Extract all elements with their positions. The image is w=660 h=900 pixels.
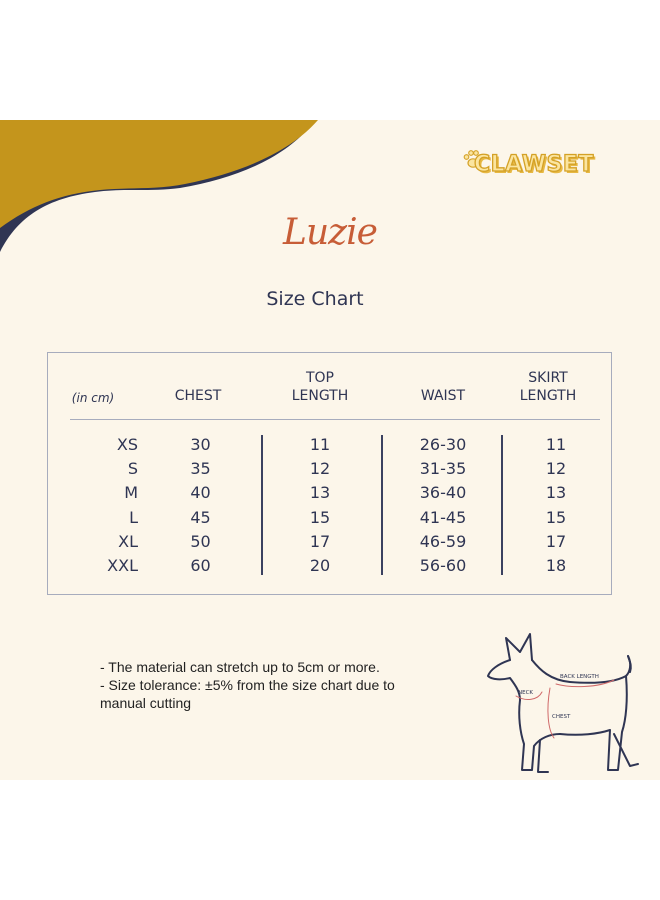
- header-top-length: [270, 369, 370, 405]
- chest-cell: 40: [190, 483, 211, 502]
- chest-cell: 35: [190, 459, 211, 478]
- size-table: [47, 352, 612, 595]
- size-cell: XXL: [107, 556, 138, 575]
- top-length-cell: 13: [309, 483, 331, 502]
- skirt-length-cell: 12: [545, 459, 567, 478]
- waist-cell: 36-40: [419, 483, 467, 502]
- note-stretch: - The material can stretch up to 5cm or more.: [100, 659, 380, 675]
- unit-label: (in cm): [71, 391, 115, 405]
- header-divider: [70, 419, 600, 420]
- header-top-length-line1: TOP: [305, 370, 334, 386]
- waist-cell: 56-60: [419, 556, 467, 575]
- header-skirt-length: [498, 369, 598, 405]
- note-tolerance: - Size tolerance: ±5% from the size chart due to: [100, 677, 395, 693]
- column-divider: [261, 435, 263, 575]
- top-length-cell: 15: [309, 508, 331, 527]
- size-cell: L: [129, 508, 138, 527]
- header-chest-line1: CHEST: [174, 388, 222, 404]
- waist-cell: 26-30: [419, 435, 467, 454]
- chest-label: CHEST: [552, 714, 571, 720]
- header-skirt-length-line2: LENGTH: [519, 388, 577, 404]
- skirt-length-cell: 13: [545, 483, 567, 502]
- chest-cell: 50: [190, 532, 211, 551]
- care-notes: [100, 658, 460, 712]
- skirt-length-cell: 11: [545, 435, 567, 454]
- column-divider: [501, 435, 503, 575]
- neck-label: NECK: [518, 690, 534, 696]
- size-cell: M: [124, 483, 138, 502]
- clawset-logo: [462, 144, 642, 190]
- note-tolerance-cont: manual cutting: [100, 695, 192, 711]
- dog-measurement-diagram: [480, 620, 655, 780]
- top-length-cell: 12: [309, 459, 331, 478]
- skirt-length-cell: 18: [545, 556, 567, 575]
- top-length-cell: 11: [309, 435, 331, 454]
- logo-text: CLAWSET: [474, 152, 594, 177]
- size-cell: XS: [116, 435, 138, 454]
- header-waist-line1: WAIST: [420, 388, 466, 404]
- skirt-length-cell: 17: [545, 532, 567, 551]
- top-length-cell: 20: [309, 556, 331, 575]
- column-divider: [381, 435, 383, 575]
- waist-cell: 41-45: [419, 508, 467, 527]
- chest-cell: 60: [190, 556, 211, 575]
- chest-cell: 30: [190, 435, 211, 454]
- header-chest: [153, 387, 243, 405]
- size-cell: XL: [118, 532, 138, 551]
- chest-cell: 45: [190, 508, 211, 527]
- header-waist: [393, 387, 493, 405]
- top-length-cell: 17: [309, 532, 331, 551]
- brand-title: Luzie: [283, 212, 377, 253]
- page-subtitle: Size Chart: [266, 288, 364, 310]
- skirt-length-cell: 15: [545, 508, 567, 527]
- size-chart-card: [0, 120, 660, 780]
- header-skirt-length-line1: SKIRT: [528, 370, 568, 386]
- waist-cell: 46-59: [419, 532, 467, 551]
- back-length-label: BACK LENGTH: [560, 674, 599, 680]
- waist-cell: 31-35: [419, 459, 467, 478]
- size-cell: S: [127, 459, 138, 478]
- header-top-length-line2: LENGTH: [291, 388, 349, 404]
